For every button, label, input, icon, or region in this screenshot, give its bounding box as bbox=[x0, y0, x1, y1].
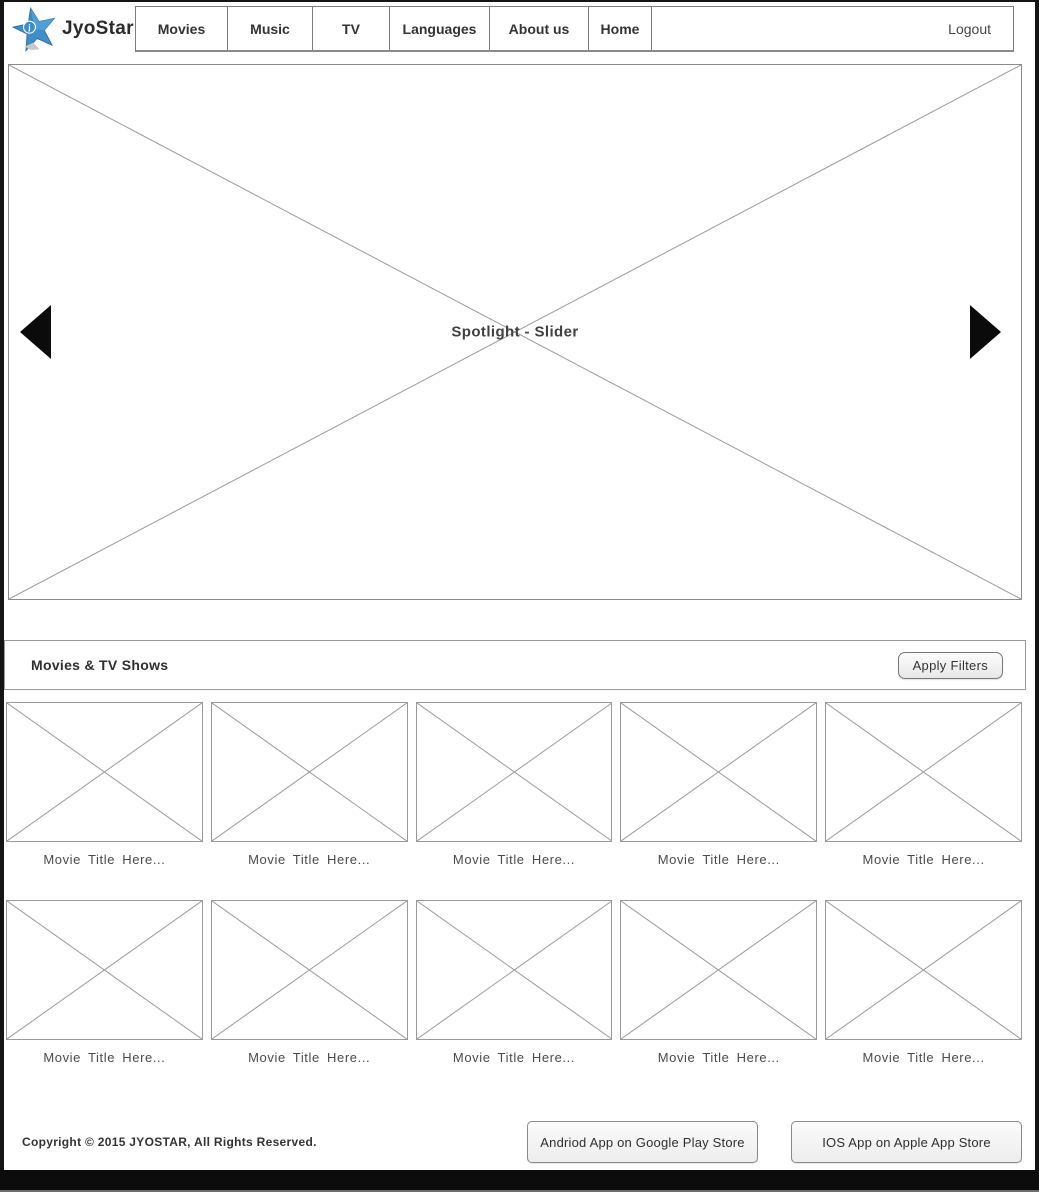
apply-filters-button[interactable]: Apply Filters bbox=[898, 652, 1003, 679]
movie-card[interactable] bbox=[416, 900, 613, 1066]
movie-title: Movie Title Here... bbox=[43, 852, 166, 867]
movie-thumbnail-placeholder bbox=[6, 702, 203, 842]
image-placeholder-x-icon bbox=[826, 703, 1021, 841]
image-placeholder-x-icon bbox=[826, 901, 1021, 1039]
android-app-button[interactable]: Andriod App on Google Play Store bbox=[527, 1121, 758, 1163]
movie-row bbox=[6, 900, 1022, 1066]
section-header bbox=[4, 640, 1026, 690]
movie-card[interactable] bbox=[211, 702, 408, 868]
movie-card[interactable] bbox=[211, 900, 408, 1066]
movie-title: Movie Title Here... bbox=[248, 852, 371, 867]
image-placeholder-x-icon bbox=[7, 703, 202, 841]
logo-letter: j bbox=[28, 22, 31, 32]
movie-thumbnail-placeholder bbox=[825, 900, 1022, 1040]
movie-thumbnail-placeholder bbox=[6, 900, 203, 1040]
store-buttons bbox=[527, 1121, 1022, 1163]
movie-card[interactable] bbox=[416, 702, 613, 868]
nav-item-home[interactable]: Home bbox=[589, 7, 652, 50]
logout-link[interactable]: Logout bbox=[948, 20, 991, 37]
nav-logout-cell bbox=[652, 7, 1013, 50]
nav-item-movies[interactable]: Movies bbox=[136, 7, 228, 50]
image-placeholder-x-icon bbox=[621, 901, 816, 1039]
footer bbox=[22, 1120, 1022, 1164]
star-logo-icon bbox=[12, 6, 58, 52]
nav-item-tv[interactable]: TV bbox=[313, 7, 390, 50]
image-placeholder-x-icon bbox=[212, 901, 407, 1039]
movie-thumbnail-placeholder bbox=[620, 900, 817, 1040]
movie-row bbox=[6, 702, 1022, 868]
movie-title: Movie Title Here... bbox=[657, 852, 780, 867]
movie-thumbnail-placeholder bbox=[416, 702, 613, 842]
image-placeholder-x-icon bbox=[621, 703, 816, 841]
logo[interactable] bbox=[4, 6, 135, 52]
nav-item-languages[interactable]: Languages bbox=[390, 7, 490, 50]
image-placeholder-x-icon bbox=[212, 703, 407, 841]
movie-thumbnail-placeholder bbox=[620, 702, 817, 842]
movie-grid bbox=[6, 702, 1022, 1066]
movie-card[interactable] bbox=[6, 900, 203, 1066]
movie-title: Movie Title Here... bbox=[452, 1050, 576, 1065]
movie-card[interactable] bbox=[620, 900, 817, 1066]
movie-title: Movie Title Here... bbox=[43, 1050, 166, 1065]
bottom-bar bbox=[0, 1170, 1039, 1192]
prev-arrow-icon[interactable] bbox=[20, 305, 51, 359]
movie-thumbnail-placeholder bbox=[416, 900, 613, 1040]
movie-thumbnail-placeholder bbox=[825, 702, 1022, 842]
header bbox=[4, 2, 1035, 52]
movie-title: Movie Title Here... bbox=[452, 852, 576, 867]
image-placeholder-x-icon bbox=[7, 901, 202, 1039]
next-arrow-icon[interactable] bbox=[970, 305, 1001, 359]
movie-title: Movie Title Here... bbox=[862, 1050, 985, 1065]
movie-title: Movie Title Here... bbox=[862, 852, 985, 867]
movie-title: Movie Title Here... bbox=[248, 1050, 371, 1065]
ios-app-button[interactable]: IOS App on Apple App Store bbox=[791, 1121, 1022, 1163]
nav-item-music[interactable]: Music bbox=[228, 7, 313, 50]
spotlight-slider bbox=[8, 64, 1022, 600]
copyright-text: Copyright © 2015 JYOSTAR, All Rights Reserved. bbox=[22, 1135, 317, 1149]
movie-card[interactable] bbox=[825, 900, 1022, 1066]
slider-label: Spotlight - Slider bbox=[451, 323, 579, 341]
movie-thumbnail-placeholder bbox=[211, 702, 408, 842]
movie-card[interactable] bbox=[825, 702, 1022, 868]
image-placeholder-x-icon bbox=[417, 901, 612, 1039]
movie-card[interactable] bbox=[620, 702, 817, 868]
movie-title: Movie Title Here... bbox=[657, 1050, 780, 1065]
nav-item-about-us[interactable]: About us bbox=[490, 7, 589, 50]
movie-thumbnail-placeholder bbox=[211, 900, 408, 1040]
section-title: Movies & TV Shows bbox=[31, 657, 169, 673]
movie-card[interactable] bbox=[6, 702, 203, 868]
brand-name: JyoStar bbox=[62, 18, 134, 39]
nav-menu bbox=[135, 6, 1014, 52]
image-placeholder-x-icon bbox=[417, 703, 612, 841]
